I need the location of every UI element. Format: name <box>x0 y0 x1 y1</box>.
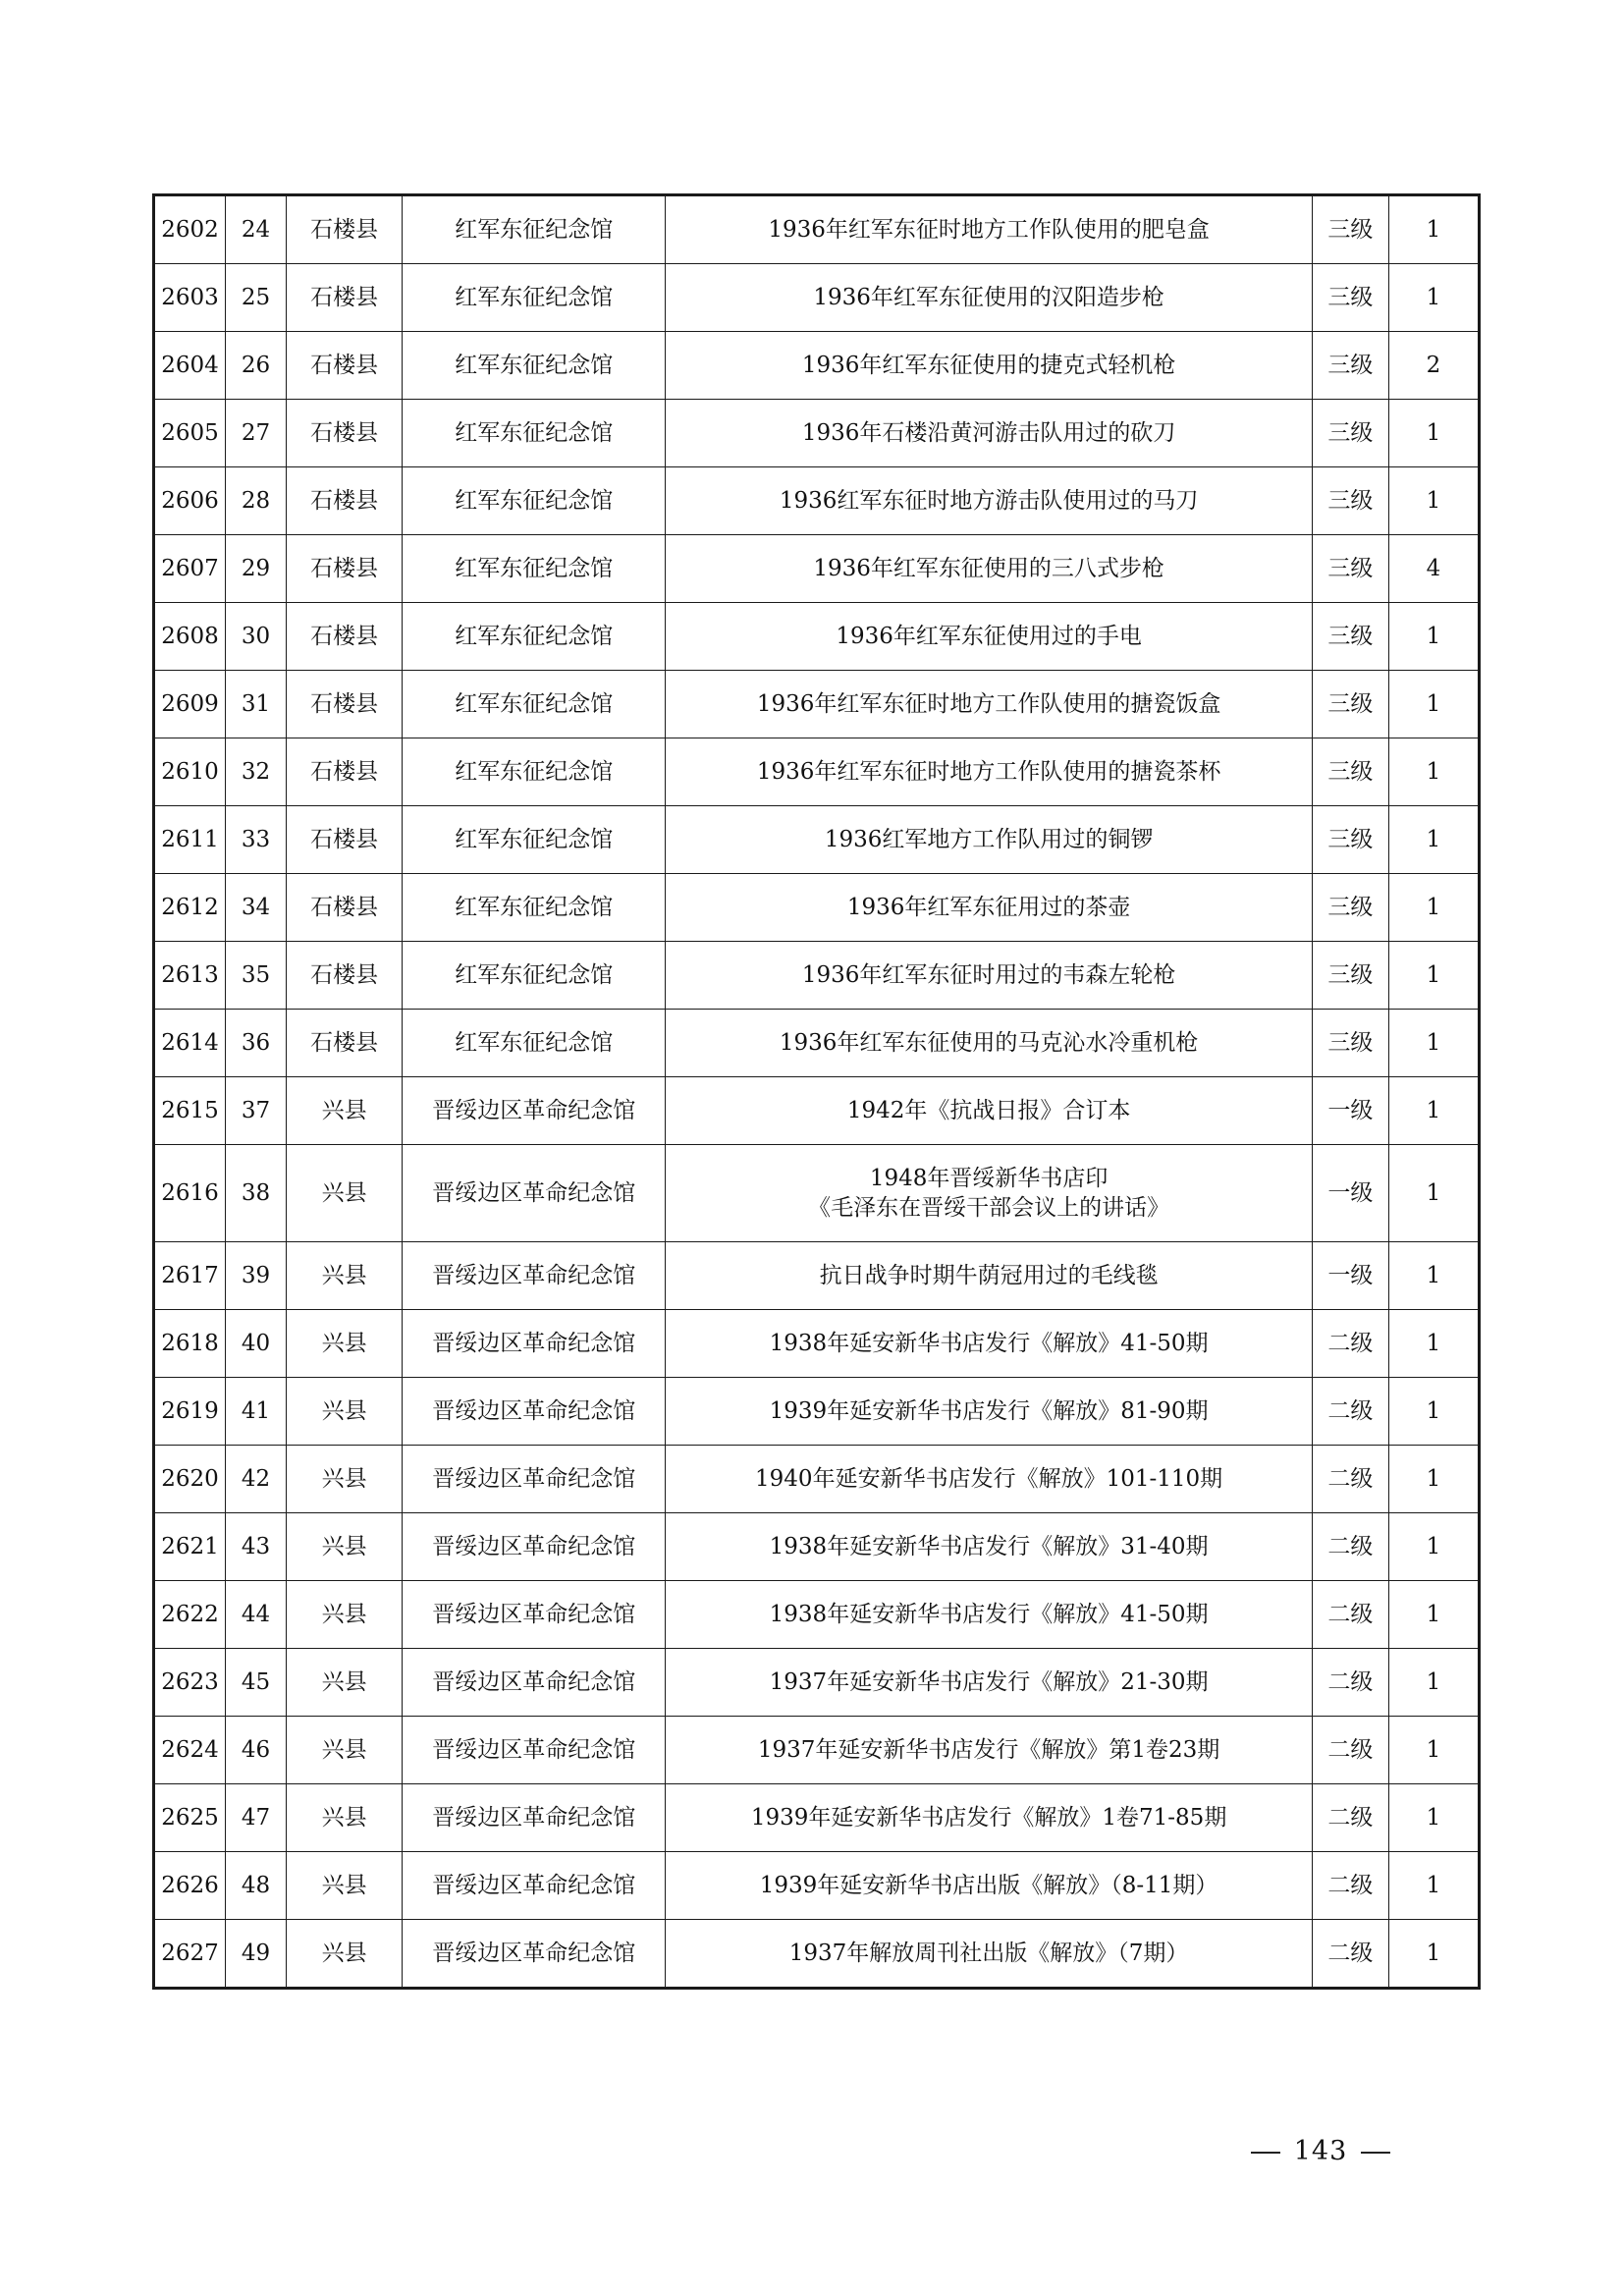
table-row <box>154 1581 1480 1649</box>
cell-quantity: 1 <box>1388 806 1479 874</box>
cell-serial-number: 2614 <box>154 1010 226 1077</box>
table-row <box>154 467 1480 535</box>
cell-museum: 晋绥边区革命纪念馆 <box>403 1145 666 1242</box>
description-line: 1936年红军东征时地方工作队使用的搪瓷茶杯 <box>756 759 1221 785</box>
cell-description <box>666 1446 1312 1513</box>
cell-museum: 红军东征纪念馆 <box>403 738 666 806</box>
cell-serial-number: 2621 <box>154 1513 226 1581</box>
page-number-text: 143 <box>1293 2136 1348 2166</box>
cell-quantity: 1 <box>1388 1446 1479 1513</box>
cell-serial-number: 2617 <box>154 1242 226 1310</box>
cell-quantity: 1 <box>1388 1920 1479 1989</box>
cell-county: 兴县 <box>287 1077 403 1145</box>
cell-description <box>666 1077 1312 1145</box>
cell-museum: 红军东征纪念馆 <box>403 1010 666 1077</box>
cell-serial-number: 2627 <box>154 1920 226 1989</box>
cell-sequence: 37 <box>226 1077 287 1145</box>
cell-serial-number: 2603 <box>154 264 226 332</box>
table-row <box>154 1446 1480 1513</box>
page-number <box>1232 2136 1409 2166</box>
cell-grade: 一级 <box>1312 1077 1388 1145</box>
cell-quantity: 1 <box>1388 1784 1479 1852</box>
cell-county: 石楼县 <box>287 400 403 467</box>
description-line: 1937年延安新华书店发行《解放》第1卷23期 <box>757 1737 1220 1763</box>
cell-serial-number: 2624 <box>154 1717 226 1784</box>
cell-quantity: 1 <box>1388 1010 1479 1077</box>
table-row <box>154 264 1480 332</box>
cell-serial-number: 2612 <box>154 874 226 942</box>
cell-grade: 三级 <box>1312 942 1388 1010</box>
cell-sequence: 28 <box>226 467 287 535</box>
description-line: 1936年红军东征时用过的韦森左轮枪 <box>801 962 1176 988</box>
cell-museum: 晋绥边区革命纪念馆 <box>403 1784 666 1852</box>
cell-description <box>666 1310 1312 1378</box>
cell-quantity: 1 <box>1388 1717 1479 1784</box>
cell-grade: 三级 <box>1312 195 1388 264</box>
cell-county: 兴县 <box>287 1310 403 1378</box>
cell-description <box>666 603 1312 671</box>
table-row <box>154 942 1480 1010</box>
description-line: 1938年延安新华书店发行《解放》31-40期 <box>769 1534 1209 1559</box>
table-row <box>154 1852 1480 1920</box>
cell-description <box>666 738 1312 806</box>
cell-museum: 晋绥边区革命纪念馆 <box>403 1513 666 1581</box>
cell-sequence: 45 <box>226 1649 287 1717</box>
cell-county: 石楼县 <box>287 332 403 400</box>
cell-county: 兴县 <box>287 1920 403 1989</box>
cell-sequence: 27 <box>226 400 287 467</box>
cell-serial-number: 2604 <box>154 332 226 400</box>
cell-description <box>666 1010 1312 1077</box>
cell-quantity: 1 <box>1388 467 1479 535</box>
cell-quantity: 1 <box>1388 671 1479 738</box>
cell-quantity: 1 <box>1388 603 1479 671</box>
cell-description <box>666 332 1312 400</box>
cell-description <box>666 1145 1312 1242</box>
table-row <box>154 806 1480 874</box>
table-row <box>154 1145 1480 1242</box>
table-row <box>154 1649 1480 1717</box>
cell-quantity: 1 <box>1388 1310 1479 1378</box>
cell-county: 兴县 <box>287 1513 403 1581</box>
description-line: 1938年延安新华书店发行《解放》41-50期 <box>769 1602 1209 1627</box>
cell-quantity: 1 <box>1388 1378 1479 1446</box>
cell-museum: 红军东征纪念馆 <box>403 603 666 671</box>
table-row <box>154 332 1480 400</box>
cell-county: 兴县 <box>287 1717 403 1784</box>
cell-county: 石楼县 <box>287 874 403 942</box>
cell-county: 石楼县 <box>287 806 403 874</box>
table-row <box>154 1310 1480 1378</box>
cell-museum: 红军东征纪念馆 <box>403 535 666 603</box>
cell-description <box>666 195 1312 264</box>
cell-sequence: 41 <box>226 1378 287 1446</box>
table-row <box>154 603 1480 671</box>
cell-serial-number: 2625 <box>154 1784 226 1852</box>
cell-grade: 三级 <box>1312 332 1388 400</box>
cell-sequence: 33 <box>226 806 287 874</box>
description-line: 1936年红军东征使用过的手电 <box>836 624 1142 649</box>
cell-county: 石楼县 <box>287 467 403 535</box>
cell-quantity: 1 <box>1388 195 1479 264</box>
cell-sequence: 46 <box>226 1717 287 1784</box>
table-row <box>154 1242 1480 1310</box>
right-dash <box>1361 2152 1390 2154</box>
description-line: 抗日战争时期牛荫冠用过的毛线毯 <box>819 1263 1159 1288</box>
description-line: 1936年红军东征使用的捷克式轻机枪 <box>801 353 1176 378</box>
table-row <box>154 1920 1480 1989</box>
cell-grade: 三级 <box>1312 535 1388 603</box>
cell-sequence: 36 <box>226 1010 287 1077</box>
description-line: 1948年晋绥新华书店印 <box>869 1166 1109 1191</box>
cell-county: 石楼县 <box>287 738 403 806</box>
cell-grade: 三级 <box>1312 874 1388 942</box>
cell-quantity: 2 <box>1388 332 1479 400</box>
cell-museum: 晋绥边区革命纪念馆 <box>403 1077 666 1145</box>
cell-quantity: 1 <box>1388 1145 1479 1242</box>
description-line: 1939年延安新华书店发行《解放》81-90期 <box>769 1398 1209 1424</box>
cell-county: 兴县 <box>287 1145 403 1242</box>
cell-museum: 晋绥边区革命纪念馆 <box>403 1649 666 1717</box>
cell-sequence: 44 <box>226 1581 287 1649</box>
cell-sequence: 31 <box>226 671 287 738</box>
cell-sequence: 43 <box>226 1513 287 1581</box>
cell-serial-number: 2609 <box>154 671 226 738</box>
cell-quantity: 1 <box>1388 1852 1479 1920</box>
description-line: 1939年延安新华书店出版《解放》（8-11期） <box>759 1873 1218 1898</box>
cell-grade: 二级 <box>1312 1920 1388 1989</box>
cell-grade: 二级 <box>1312 1649 1388 1717</box>
cell-museum: 晋绥边区革命纪念馆 <box>403 1581 666 1649</box>
cell-grade: 二级 <box>1312 1310 1388 1378</box>
table-row <box>154 1010 1480 1077</box>
cell-county: 石楼县 <box>287 195 403 264</box>
cell-quantity: 1 <box>1388 738 1479 806</box>
cell-sequence: 40 <box>226 1310 287 1378</box>
cell-grade: 二级 <box>1312 1852 1388 1920</box>
description-line: 1936红军地方工作队用过的铜锣 <box>824 827 1154 852</box>
cell-sequence: 38 <box>226 1145 287 1242</box>
cell-grade: 二级 <box>1312 1717 1388 1784</box>
cell-grade: 三级 <box>1312 400 1388 467</box>
cell-museum: 晋绥边区革命纪念馆 <box>403 1378 666 1446</box>
cell-serial-number: 2611 <box>154 806 226 874</box>
cell-museum: 红军东征纪念馆 <box>403 332 666 400</box>
cell-county: 兴县 <box>287 1581 403 1649</box>
cell-quantity: 4 <box>1388 535 1479 603</box>
description-line: 1939年延安新华书店发行《解放》1卷71-85期 <box>750 1805 1227 1831</box>
cell-county: 石楼县 <box>287 603 403 671</box>
cell-sequence: 24 <box>226 195 287 264</box>
cell-description <box>666 1920 1312 1989</box>
cell-serial-number: 2616 <box>154 1145 226 1242</box>
table-row <box>154 874 1480 942</box>
cell-grade: 一级 <box>1312 1145 1388 1242</box>
cell-grade: 二级 <box>1312 1378 1388 1446</box>
cell-sequence: 30 <box>226 603 287 671</box>
cell-description <box>666 467 1312 535</box>
cell-grade: 二级 <box>1312 1581 1388 1649</box>
cell-serial-number: 2626 <box>154 1852 226 1920</box>
description-line: 1936年石楼沿黄河游击队用过的砍刀 <box>801 420 1176 446</box>
table-row <box>154 738 1480 806</box>
description-line: 1936年红军东征时地方工作队使用的肥皂盒 <box>768 217 1210 243</box>
description-line: 1936红军东征时地方游击队使用过的马刀 <box>779 488 1199 514</box>
cell-museum: 红军东征纪念馆 <box>403 942 666 1010</box>
table-row <box>154 1077 1480 1145</box>
table-row <box>154 671 1480 738</box>
cell-description <box>666 400 1312 467</box>
cell-description <box>666 1784 1312 1852</box>
table-row <box>154 1378 1480 1446</box>
cell-sequence: 32 <box>226 738 287 806</box>
cell-serial-number: 2619 <box>154 1378 226 1446</box>
cell-quantity: 1 <box>1388 1649 1479 1717</box>
cell-quantity: 1 <box>1388 1581 1479 1649</box>
cell-serial-number: 2613 <box>154 942 226 1010</box>
cell-description <box>666 1717 1312 1784</box>
cell-grade: 三级 <box>1312 738 1388 806</box>
cell-grade: 三级 <box>1312 603 1388 671</box>
cell-grade: 二级 <box>1312 1513 1388 1581</box>
cell-county: 兴县 <box>287 1446 403 1513</box>
cell-sequence: 26 <box>226 332 287 400</box>
cell-description <box>666 1378 1312 1446</box>
description-line: 1937年延安新华书店发行《解放》21-30期 <box>769 1669 1209 1695</box>
cell-description <box>666 942 1312 1010</box>
cell-serial-number: 2610 <box>154 738 226 806</box>
cell-sequence: 34 <box>226 874 287 942</box>
cell-county: 石楼县 <box>287 671 403 738</box>
cell-serial-number: 2620 <box>154 1446 226 1513</box>
description-line: 1940年延安新华书店发行《解放》101-110期 <box>755 1466 1223 1492</box>
cell-county: 兴县 <box>287 1784 403 1852</box>
cell-county: 兴县 <box>287 1649 403 1717</box>
cell-description <box>666 264 1312 332</box>
cell-grade: 二级 <box>1312 1784 1388 1852</box>
table-row <box>154 1513 1480 1581</box>
cell-serial-number: 2602 <box>154 195 226 264</box>
cell-serial-number: 2607 <box>154 535 226 603</box>
left-dash <box>1251 2152 1280 2154</box>
cell-museum: 红军东征纪念馆 <box>403 400 666 467</box>
cell-quantity: 1 <box>1388 874 1479 942</box>
cell-museum: 红军东征纪念馆 <box>403 467 666 535</box>
description-line: 1936年红军东征使用的汉阳造步枪 <box>813 285 1164 310</box>
cell-museum: 晋绥边区革命纪念馆 <box>403 1242 666 1310</box>
description-line: 1938年延安新华书店发行《解放》41-50期 <box>769 1331 1209 1356</box>
cell-serial-number: 2618 <box>154 1310 226 1378</box>
cell-description <box>666 1649 1312 1717</box>
cell-quantity: 1 <box>1388 1077 1479 1145</box>
cell-grade: 三级 <box>1312 806 1388 874</box>
cell-museum: 晋绥边区革命纪念馆 <box>403 1310 666 1378</box>
cell-museum: 红军东征纪念馆 <box>403 264 666 332</box>
cell-quantity: 1 <box>1388 264 1479 332</box>
cell-serial-number: 2623 <box>154 1649 226 1717</box>
cell-sequence: 39 <box>226 1242 287 1310</box>
cell-sequence: 29 <box>226 535 287 603</box>
table-row <box>154 1784 1480 1852</box>
cell-grade: 二级 <box>1312 1446 1388 1513</box>
table-row <box>154 1717 1480 1784</box>
cell-quantity: 1 <box>1388 1513 1479 1581</box>
cell-grade: 三级 <box>1312 1010 1388 1077</box>
cell-grade: 一级 <box>1312 1242 1388 1310</box>
description-line: 1942年《抗战日报》合订本 <box>846 1098 1131 1123</box>
cell-serial-number: 2608 <box>154 603 226 671</box>
cell-description <box>666 1852 1312 1920</box>
cell-county: 石楼县 <box>287 942 403 1010</box>
table-row <box>154 535 1480 603</box>
cell-museum: 晋绥边区革命纪念馆 <box>403 1920 666 1989</box>
cell-sequence: 47 <box>226 1784 287 1852</box>
cell-description <box>666 874 1312 942</box>
cell-museum: 红军东征纪念馆 <box>403 874 666 942</box>
cell-grade: 三级 <box>1312 264 1388 332</box>
cell-description <box>666 671 1312 738</box>
cell-serial-number: 2606 <box>154 467 226 535</box>
cell-quantity: 1 <box>1388 942 1479 1010</box>
cell-quantity: 1 <box>1388 400 1479 467</box>
cell-description <box>666 806 1312 874</box>
cell-museum: 红军东征纪念馆 <box>403 195 666 264</box>
table-row <box>154 195 1480 264</box>
description-line: 1936年红军东征用过的茶壶 <box>846 895 1131 920</box>
cell-county: 兴县 <box>287 1852 403 1920</box>
description-line: 《毛泽东在晋绥干部会议上的讲话》 <box>808 1195 1170 1221</box>
cell-sequence: 42 <box>226 1446 287 1513</box>
cell-county: 石楼县 <box>287 535 403 603</box>
cell-description <box>666 1242 1312 1310</box>
cell-sequence: 25 <box>226 264 287 332</box>
cell-description <box>666 535 1312 603</box>
cell-serial-number: 2605 <box>154 400 226 467</box>
cell-museum: 红军东征纪念馆 <box>403 806 666 874</box>
cell-county: 兴县 <box>287 1378 403 1446</box>
cell-serial-number: 2615 <box>154 1077 226 1145</box>
table-body <box>154 195 1480 1989</box>
cell-serial-number: 2622 <box>154 1581 226 1649</box>
description-line: 1936年红军东征使用的马克沁水冷重机枪 <box>779 1030 1199 1056</box>
description-line: 1937年解放周刊社出版《解放》（7期） <box>788 1941 1189 1966</box>
cell-county: 石楼县 <box>287 1010 403 1077</box>
cell-sequence: 48 <box>226 1852 287 1920</box>
cell-quantity: 1 <box>1388 1242 1479 1310</box>
cell-grade: 三级 <box>1312 671 1388 738</box>
cell-description <box>666 1581 1312 1649</box>
cell-description <box>666 1513 1312 1581</box>
description-line: 1936年红军东征使用的三八式步枪 <box>813 556 1164 581</box>
relics-table <box>152 193 1481 1990</box>
cell-county: 石楼县 <box>287 264 403 332</box>
cell-county: 兴县 <box>287 1242 403 1310</box>
cell-museum: 晋绥边区革命纪念馆 <box>403 1446 666 1513</box>
cell-museum: 晋绥边区革命纪念馆 <box>403 1717 666 1784</box>
table-row <box>154 400 1480 467</box>
cell-grade: 三级 <box>1312 467 1388 535</box>
description-line: 1936年红军东征时地方工作队使用的搪瓷饭盒 <box>756 691 1221 717</box>
cell-sequence: 35 <box>226 942 287 1010</box>
cell-sequence: 49 <box>226 1920 287 1989</box>
cell-museum: 红军东征纪念馆 <box>403 671 666 738</box>
cell-museum: 晋绥边区革命纪念馆 <box>403 1852 666 1920</box>
